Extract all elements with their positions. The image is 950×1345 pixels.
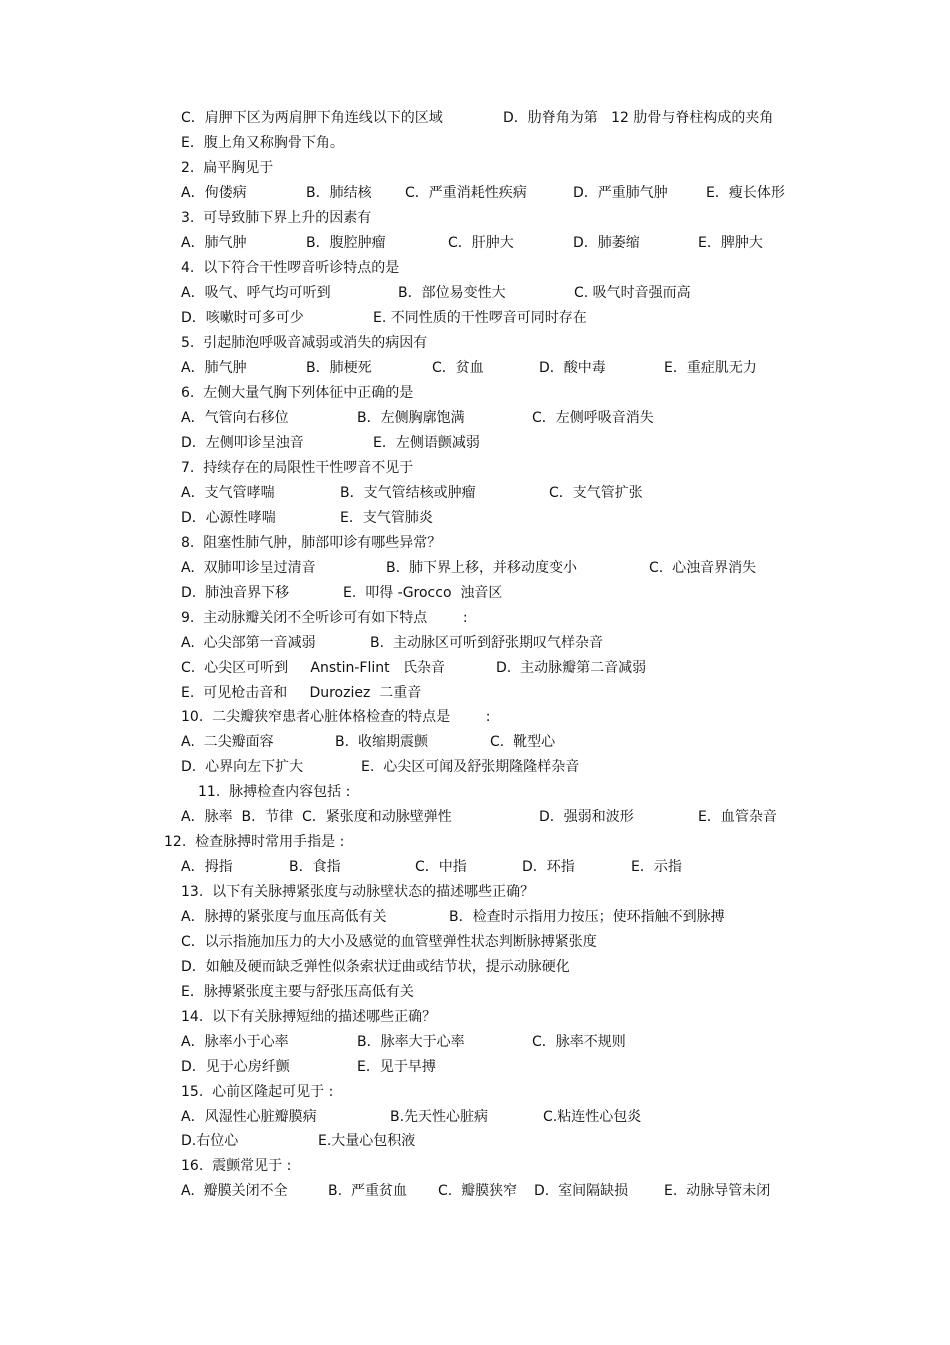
text-segment: A．肺气肿 (181, 235, 247, 251)
text-line (0, 1080, 950, 1104)
text-segment: 13. 以下有关脉搏紧张度与动脉壁状态的描述哪些正确？ (181, 884, 535, 900)
text-line (0, 681, 950, 705)
text-line (0, 805, 950, 829)
text-segment: A．风湿性心脏瓣膜病 (181, 1109, 317, 1125)
text-line (0, 206, 950, 230)
text-line (0, 656, 950, 680)
text-segment: E. 叩得 -Grocco 浊音区 (343, 585, 503, 601)
text-segment: B．支气管结核或肿瘤 (340, 485, 476, 501)
text-line (0, 730, 950, 754)
text-line (0, 1129, 950, 1153)
text-line (0, 356, 950, 380)
text-segment: D. 肺浊音界下移 (181, 585, 290, 601)
text-segment: D．左侧叩诊呈浊音 (181, 435, 304, 451)
text-line (0, 531, 950, 555)
text-segment: B．肺梗死 (306, 360, 372, 376)
text-line (0, 855, 950, 879)
text-segment: 4. 以下符合干性啰音听诊特点的是 (181, 260, 400, 276)
text-segment: E．脉搏紧张度主要与舒张压高低有关 (181, 984, 414, 1000)
text-segment: 2. 扁平胸见于 (181, 160, 274, 176)
text-segment: 12. 检查脉搏时常用手指是 : (164, 834, 345, 850)
text-line (0, 780, 950, 804)
text-line (0, 1105, 950, 1129)
text-segment: 14. 以下有关脉搏短绌的描述哪些正确？ (181, 1009, 437, 1025)
text-segment: B. 主动脉区可听到舒张期叹气样杂音 (370, 635, 603, 651)
text-segment: C．支气管扩张 (549, 485, 643, 501)
text-segment: A. 二尖瓣面容 (181, 734, 274, 750)
text-line (0, 506, 950, 530)
text-line (0, 1005, 950, 1029)
text-segment: C．严重消耗性疾病 (405, 185, 527, 201)
text-line (0, 1030, 950, 1054)
text-segment: D．咳嗽时可多可少 (181, 310, 304, 326)
text-segment: E．见于早搏 (357, 1059, 436, 1075)
text-segment: 5. 引起肺泡呼吸音减弱或消失的病因有 (181, 335, 428, 351)
text-line (0, 431, 950, 455)
text-segment: C. 瓣膜狭窄 (438, 1183, 518, 1199)
text-segment: 11. 脉搏检查内容包括 : (198, 784, 351, 800)
text-line (0, 306, 950, 330)
text-segment: E．腹上角又称胸骨下角。 (181, 135, 344, 151)
text-line (0, 705, 950, 729)
text-segment: B．肺结核 (306, 185, 372, 201)
text-segment: B. 收缩期震颤 (335, 734, 428, 750)
text-segment: B．脉率大于心率 (357, 1034, 465, 1050)
text-segment: E. 不同性质的干性啰音可同时存在 (373, 310, 587, 326)
text-segment: A. 双肺叩诊呈过清音 (181, 560, 316, 576)
text-segment: E. 可见枪击音和 Duroziez 二重音 (181, 685, 422, 701)
text-segment: C．中指 (415, 859, 467, 875)
text-segment: 6. 左侧大量气胸下列体征中正确的是 (181, 385, 414, 401)
text-segment: C．肩胛下区为两肩胛下角连线以下的区域 (181, 110, 443, 126)
text-segment: D．酸中毒 (539, 360, 606, 376)
text-segment: A. 心尖部第一音减弱 (181, 635, 316, 651)
text-segment: D．严重肺气肿 (573, 185, 668, 201)
text-segment: D. 室间隔缺损 (534, 1183, 629, 1199)
text-segment: C.粘连性心包炎 (543, 1109, 642, 1125)
text-segment: D．强弱和波形 (539, 809, 634, 825)
text-segment: D．肋脊角为第 12 肋骨与脊柱构成的夹角 (503, 110, 774, 126)
text-segment: D. 主动脉瓣第二音减弱 (496, 660, 647, 676)
text-line (0, 1179, 950, 1203)
text-line (0, 231, 950, 255)
text-line (0, 481, 950, 505)
text-segment: E．支气管肺炎 (340, 510, 433, 526)
text-segment: B.先天性心脏病 (390, 1109, 489, 1125)
text-segment: A．吸气、呼气均可听到 (181, 285, 331, 301)
text-segment: C．以示指施加压力的大小及感觉的血管壁弹性状态判断脉搏紧张度 (181, 934, 597, 950)
text-line (0, 755, 950, 779)
text-segment: 15. 心前区隆起可见于 : (181, 1084, 334, 1100)
text-segment: E．示指 (631, 859, 682, 875)
text-segment: C．贫血 (432, 360, 484, 376)
text-segment: 16. 震颤常见于 : (181, 1158, 292, 1174)
text-segment: D．肺萎缩 (573, 235, 640, 251)
text-line (0, 581, 950, 605)
text-segment: C. 吸气时音强而高 (574, 285, 691, 301)
text-segment: A．脉率小于心率 (181, 1034, 289, 1050)
text-segment: A．脉搏的紧张度与血压高低有关 (181, 909, 387, 925)
text-segment: C．脉率不规则 (532, 1034, 626, 1050)
text-line (0, 905, 950, 929)
text-line (0, 880, 950, 904)
text-segment: B．部位易变性大 (398, 285, 506, 301)
text-line (0, 955, 950, 979)
text-segment: E. 心尖区可闻及舒张期隆隆样杂音 (361, 759, 580, 775)
text-segment: A．肺气肿 (181, 360, 247, 376)
text-line (0, 456, 950, 480)
text-segment: B. 严重贫血 (328, 1183, 407, 1199)
text-segment: B．左侧胸廓饱满 (357, 410, 465, 426)
text-line (0, 181, 950, 205)
text-segment: C．左侧呼吸音消失 (532, 410, 654, 426)
text-line (0, 930, 950, 954)
text-line (0, 1154, 950, 1178)
text-segment: A．脉率 B．节律 C．紧张度和动脉壁弹性 (181, 809, 452, 825)
text-line (0, 406, 950, 430)
text-segment: 10. 二尖瓣狭窄患者心脏体格检查的特点是 : (181, 709, 491, 725)
text-line (0, 980, 950, 1004)
text-segment: D．环指 (522, 859, 575, 875)
text-segment: D．如触及硬而缺乏弹性似条索状迂曲或结节状，提示动脉硬化 (181, 959, 570, 975)
text-line (0, 631, 950, 655)
text-line (0, 131, 950, 155)
text-segment: A. 瓣膜关闭不全 (181, 1183, 288, 1199)
text-line (0, 256, 950, 280)
text-line (0, 331, 950, 355)
text-segment: C. 心尖区可听到 Anstin-Flint 氏杂音 (181, 660, 445, 676)
text-segment: D. 心界向左下扩大 (181, 759, 304, 775)
text-segment: E．重症肌无力 (664, 360, 757, 376)
text-segment: C. 靴型心 (490, 734, 556, 750)
text-segment: 3. 可导致肺下界上升的因素有 (181, 210, 372, 226)
text-segment: D．心源性哮喘 (181, 510, 276, 526)
text-segment: 7. 持续存在的局限性干性啰音不见于 (181, 460, 414, 476)
text-segment: C．肝肿大 (448, 235, 514, 251)
text-segment: E．脾肿大 (698, 235, 763, 251)
text-line (0, 156, 950, 180)
text-segment: B. 肺下界上移，并移动度变小 (386, 560, 577, 576)
text-segment: E．左侧语颤减弱 (373, 435, 480, 451)
text-segment: E. 动脉导管未闭 (664, 1183, 771, 1199)
text-segment: B．检查时示指用力按压；使环指触不到脉搏 (449, 909, 725, 925)
text-line (0, 381, 950, 405)
text-line (0, 106, 950, 130)
text-segment: A．支气管哮喘 (181, 485, 275, 501)
text-segment: D.右位心 (181, 1133, 239, 1149)
text-segment: B．食指 (289, 859, 341, 875)
text-segment: D．见于心房纤颤 (181, 1059, 290, 1075)
text-segment: 9. 主动脉瓣关闭不全听诊可有如下特点 : (181, 610, 468, 626)
text-segment: 8. 阻塞性肺气肿，肺部叩诊有哪些异常？ (181, 535, 442, 551)
text-segment: E.大量心包积液 (318, 1133, 416, 1149)
text-line (0, 556, 950, 580)
text-segment: B．腹腔肿瘤 (306, 235, 386, 251)
text-line (0, 1055, 950, 1079)
text-segment: A．拇指 (181, 859, 233, 875)
text-segment: A．气管向右移位 (181, 410, 289, 426)
text-segment: A．佝偻病 (181, 185, 247, 201)
text-line (0, 830, 950, 854)
text-segment: E．瘦长体形 (706, 185, 785, 201)
text-line (0, 281, 950, 305)
text-segment: E．血管杂音 (698, 809, 777, 825)
text-segment: C. 心浊音界消失 (649, 560, 757, 576)
text-line (0, 606, 950, 630)
